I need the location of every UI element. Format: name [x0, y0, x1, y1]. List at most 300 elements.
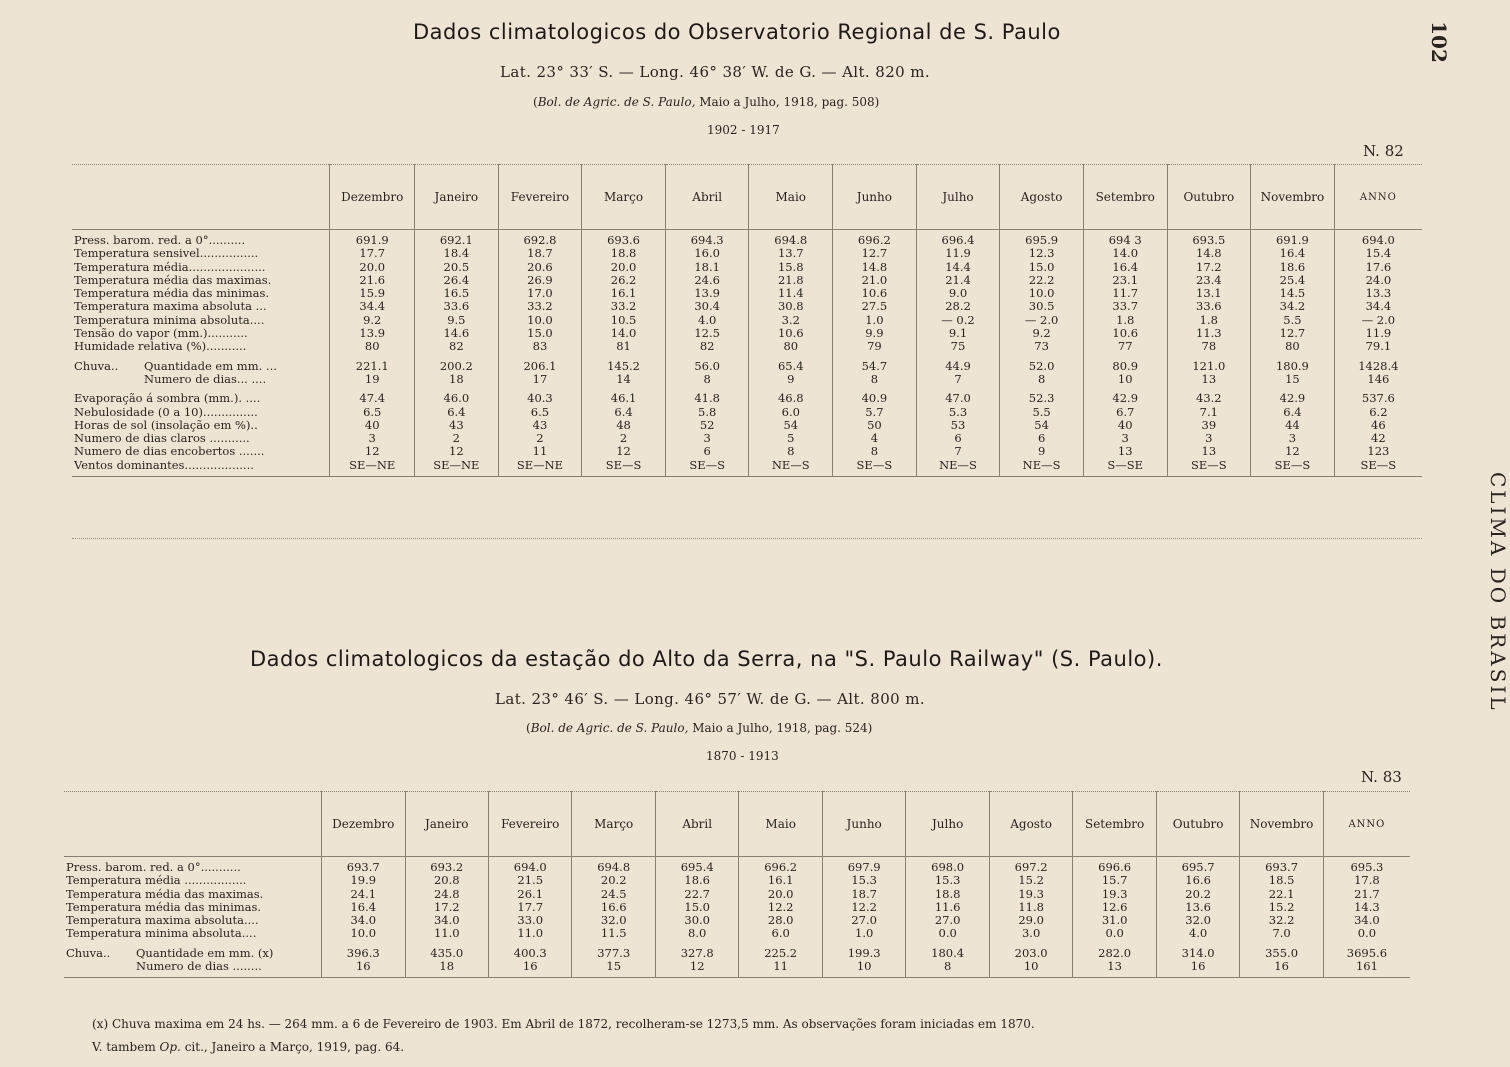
cell-anno: 3695.6 [1323, 947, 1410, 960]
row-label-text: Temperatura minima absoluta.... [66, 926, 257, 941]
table-row [64, 901, 1410, 914]
row-label [72, 261, 330, 274]
cell-novembro: SE—S [1251, 459, 1335, 477]
section-divider [72, 538, 1422, 539]
row-label-text: Temperatura média das maximas. [74, 272, 272, 287]
cell-novembro: 12.7 [1251, 327, 1335, 340]
cell-agosto: 9 [1000, 445, 1084, 458]
cell-dezembro: 691.9 [330, 234, 415, 247]
column-header: Setembro [1073, 792, 1156, 857]
cell-maio: 46.8 [749, 392, 833, 405]
cell-agosto: 695.9 [1000, 234, 1084, 247]
header-blank [64, 792, 322, 857]
row-label [72, 340, 330, 353]
cell-fevereiro: SE—NE [498, 459, 582, 477]
cell-junho: 15.3 [822, 874, 905, 887]
cell-abril: 6 [665, 445, 749, 458]
cell-novembro: 80 [1251, 340, 1335, 353]
cell-junho: 14.8 [833, 261, 917, 274]
table-row [64, 927, 1410, 940]
cell-dezembro: 34.0 [322, 914, 405, 927]
cell-setembro: 23.1 [1083, 274, 1167, 287]
column-header: Setembro [1083, 165, 1167, 230]
table1-title: Dados climatologicos do Observatorio Regional de S. Paulo [413, 20, 1061, 44]
cell-abril: 8 [665, 373, 749, 386]
cell-setembro: 77 [1083, 340, 1167, 353]
cell-anno: 161 [1323, 960, 1410, 978]
cell-novembro: 16 [1240, 960, 1323, 978]
cell-agosto: 52.3 [1000, 392, 1084, 405]
row-label [72, 406, 330, 419]
column-header: Julho [916, 165, 1000, 230]
row-label-text: Temperatura sensivel................ [74, 246, 259, 261]
cell-abril: 30.4 [665, 300, 749, 313]
row-label-text: Temperatura média das maximas. [66, 886, 264, 901]
cell-março: 12 [582, 445, 666, 458]
row-label-text: Temperatura média..................... [74, 259, 266, 274]
cell-março: 694.8 [572, 861, 655, 874]
cell-dezembro: 34.4 [330, 300, 415, 313]
row-label-text: Temperatura maxima absoluta.... [66, 913, 259, 928]
table1-period: 1902 - 1917 [707, 123, 780, 137]
cell-agosto: 54 [1000, 419, 1084, 432]
cell-outubro: 43.2 [1167, 392, 1251, 405]
cell-dezembro: 6.5 [330, 406, 415, 419]
row-label-text: Tensão do vapor (mm.)........... [74, 326, 248, 341]
cell-agosto: 10.0 [1000, 287, 1084, 300]
cell-julho: — 0.2 [916, 314, 1000, 327]
cell-maio: 5 [749, 432, 833, 445]
footnote-reference: V. tambem Op. cit., Janeiro a Março, 1919, pag. 64. [92, 1040, 405, 1054]
row-label [64, 861, 322, 874]
cell-abril: 18.1 [665, 261, 749, 274]
cell-novembro: 3 [1251, 432, 1335, 445]
cell-fevereiro: 2 [498, 432, 582, 445]
cell-setembro: 0.0 [1073, 927, 1156, 940]
cell-março: 32.0 [572, 914, 655, 927]
cell-anno: 694.0 [1334, 234, 1422, 247]
cell-março: 15 [572, 960, 655, 978]
cell-novembro: 12 [1251, 445, 1335, 458]
table-row [64, 947, 1410, 960]
row-label [64, 901, 322, 914]
row-label [72, 314, 330, 327]
cell-julho: NE—S [916, 459, 1000, 477]
column-header: Agosto [989, 792, 1072, 857]
cell-novembro: 15 [1251, 373, 1335, 386]
cell-dezembro: 15.9 [330, 287, 415, 300]
cell-novembro: 15.2 [1240, 901, 1323, 914]
cell-maio: 21.8 [749, 274, 833, 287]
cell-agosto: — 2.0 [1000, 314, 1084, 327]
cell-setembro: 42.9 [1083, 392, 1167, 405]
cell-agosto: 5.5 [1000, 406, 1084, 419]
cell-outubro: 4.0 [1156, 927, 1239, 940]
column-header: Junho [833, 165, 917, 230]
cell-dezembro: 3 [330, 432, 415, 445]
table-row [72, 327, 1422, 340]
cell-junho: SE—S [833, 459, 917, 477]
cell-abril: 18.6 [655, 874, 738, 887]
table2-period: 1870 - 1913 [706, 749, 779, 763]
cell-junho: 18.7 [822, 888, 905, 901]
cell-abril: 327.8 [655, 947, 738, 960]
cell-agosto: 10 [989, 960, 1072, 978]
cell-março: 20.2 [572, 874, 655, 887]
cell-janeiro: 435.0 [405, 947, 488, 960]
cell-outubro: 121.0 [1167, 360, 1251, 373]
cell-fevereiro: 16 [488, 960, 571, 978]
cell-agosto: 697.2 [989, 861, 1072, 874]
cell-dezembro: 24.1 [322, 888, 405, 901]
column-header: ANNO [1323, 792, 1410, 857]
cell-agosto: 6 [1000, 432, 1084, 445]
cell-março: 145.2 [582, 360, 666, 373]
cell-agosto: 29.0 [989, 914, 1072, 927]
cell-julho: 15.3 [906, 874, 989, 887]
cell-julho: 8 [906, 960, 989, 978]
cell-julho: 21.4 [916, 274, 1000, 287]
cell-fevereiro: 21.5 [488, 874, 571, 887]
cell-fevereiro: 43 [498, 419, 582, 432]
table-row [64, 960, 1410, 978]
cell-novembro: 691.9 [1251, 234, 1335, 247]
cell-novembro: 7.0 [1240, 927, 1323, 940]
cell-julho: 6 [916, 432, 1000, 445]
table-row [72, 261, 1422, 274]
row-label [72, 419, 330, 432]
table-row [64, 914, 1410, 927]
cell-outubro: 7.1 [1167, 406, 1251, 419]
cell-novembro: 32.2 [1240, 914, 1323, 927]
cell-fevereiro: 18.7 [498, 247, 582, 260]
cell-março: 18.8 [582, 247, 666, 260]
row-label-text: Temperatura média das minimas. [74, 286, 270, 301]
table1-location: Lat. 23° 33′ S. — Long. 46° 38′ W. de G. — Alt. 820 m. [500, 63, 931, 81]
table-row [72, 432, 1422, 445]
row-label-text: Temperatura maxima absoluta ... [74, 299, 267, 314]
cell-agosto: NE—S [1000, 459, 1084, 477]
cell-janeiro: 26.4 [415, 274, 499, 287]
table-row [72, 287, 1422, 300]
cell-janeiro: 18.4 [415, 247, 499, 260]
cell-março: 46.1 [582, 392, 666, 405]
cell-junho: 696.2 [833, 234, 917, 247]
cell-setembro: 694 3 [1083, 234, 1167, 247]
cell-setembro: 80.9 [1083, 360, 1167, 373]
cell-setembro: 10 [1083, 373, 1167, 386]
cell-agosto: 11.8 [989, 901, 1072, 914]
cell-maio: 12.2 [739, 901, 822, 914]
cell-abril: 12 [655, 960, 738, 978]
cell-julho: 5.3 [916, 406, 1000, 419]
cell-abril: 24.6 [665, 274, 749, 287]
cell-janeiro: 14.6 [415, 327, 499, 340]
row-label [64, 927, 322, 940]
cell-abril: 56.0 [665, 360, 749, 373]
cell-abril: SE—S [665, 459, 749, 477]
column-header: Julho [906, 792, 989, 857]
row-label [72, 300, 330, 313]
cell-novembro: 16.4 [1251, 247, 1335, 260]
cell-setembro: 11.7 [1083, 287, 1167, 300]
cell-setembro: 15.7 [1073, 874, 1156, 887]
cell-novembro: 14.5 [1251, 287, 1335, 300]
cell-fevereiro: 206.1 [498, 360, 582, 373]
cell-janeiro: 33.6 [415, 300, 499, 313]
cell-anno: 537.6 [1334, 392, 1422, 405]
cell-junho: 12.2 [822, 901, 905, 914]
cell-maio: 80 [749, 340, 833, 353]
cell-outubro: 314.0 [1156, 947, 1239, 960]
cell-setembro: 19.3 [1073, 888, 1156, 901]
cell-julho: 696.4 [916, 234, 1000, 247]
footnote-rain: (x) Chuva maxima em 24 hs. — 264 mm. a 6 de Fevereiro de 1903. Em Abril de 1872, recolheram-se 1273,5 mm. As observações foram iniciadas em 1870. [92, 1017, 1035, 1031]
cell-julho: 18.8 [906, 888, 989, 901]
cell-maio: 30.8 [749, 300, 833, 313]
cell-novembro: 25.4 [1251, 274, 1335, 287]
cell-maio: 15.8 [749, 261, 833, 274]
cell-julho: 698.0 [906, 861, 989, 874]
cell-anno: 14.3 [1323, 901, 1410, 914]
row-label-text: Press. barom. red. a 0°.......... [74, 233, 246, 247]
table1-number: N. 82 [1363, 142, 1404, 160]
cell-dezembro: 9.2 [330, 314, 415, 327]
cell-fevereiro: 26.9 [498, 274, 582, 287]
row-label [64, 874, 322, 887]
cell-janeiro: 200.2 [415, 360, 499, 373]
row-label-text: Ventos dominantes................... [74, 457, 254, 472]
column-header: Abril [655, 792, 738, 857]
chuva-label: Chuva.. [74, 358, 119, 373]
cell-novembro: 18.5 [1240, 874, 1323, 887]
cell-dezembro: 12 [330, 445, 415, 458]
cell-agosto: 12.3 [1000, 247, 1084, 260]
cell-dezembro: 16.4 [322, 901, 405, 914]
cell-novembro: 18.6 [1251, 261, 1335, 274]
row-label-text: Temperatura minima absoluta.... [74, 312, 265, 327]
cell-maio: NE—S [749, 459, 833, 477]
row-label-text: Evaporação á sombra (mm.). .... [74, 391, 261, 406]
cell-fevereiro: 17.7 [488, 901, 571, 914]
cell-outubro: 17.2 [1167, 261, 1251, 274]
header-blank [72, 165, 330, 230]
cell-março: 81 [582, 340, 666, 353]
cell-abril: 5.8 [665, 406, 749, 419]
cell-anno: 695.3 [1323, 861, 1410, 874]
row-label [72, 459, 330, 477]
cell-setembro: 12.6 [1073, 901, 1156, 914]
row-label [64, 947, 322, 960]
cell-março: 16.6 [572, 901, 655, 914]
cell-setembro: 31.0 [1073, 914, 1156, 927]
table-row [72, 234, 1422, 247]
cell-fevereiro: 694.0 [488, 861, 571, 874]
cell-anno: 42 [1334, 432, 1422, 445]
row-label-text: Press. barom. red. a 0°........... [66, 860, 241, 874]
table1 [72, 164, 1422, 477]
cell-anno: 24.0 [1334, 274, 1422, 287]
cell-fevereiro: 10.0 [498, 314, 582, 327]
cell-janeiro: 34.0 [405, 914, 488, 927]
cell-abril: 30.0 [655, 914, 738, 927]
table-row [72, 406, 1422, 419]
cell-novembro: 34.2 [1251, 300, 1335, 313]
cell-agosto: 52.0 [1000, 360, 1084, 373]
table-row [72, 373, 1422, 386]
cell-outubro: 33.6 [1167, 300, 1251, 313]
cell-março: 693.6 [582, 234, 666, 247]
cell-janeiro: 693.2 [405, 861, 488, 874]
cell-julho: 44.9 [916, 360, 1000, 373]
cell-outubro: 13.6 [1156, 901, 1239, 914]
table-row [72, 392, 1422, 405]
cell-maio: 6.0 [749, 406, 833, 419]
cell-julho: 53 [916, 419, 1000, 432]
cell-anno: 17.8 [1323, 874, 1410, 887]
cell-abril: 3 [665, 432, 749, 445]
cell-anno: 146 [1334, 373, 1422, 386]
cell-junho: 199.3 [822, 947, 905, 960]
row-label-text: Nebulosidade (0 a 10)............... [74, 404, 258, 419]
page-number: 102 [1427, 21, 1452, 63]
cell-junho: 8 [833, 373, 917, 386]
column-header: Março [582, 165, 666, 230]
cell-maio: 10.6 [749, 327, 833, 340]
cell-agosto: 3.0 [989, 927, 1072, 940]
cell-março: 33.2 [582, 300, 666, 313]
cell-maio: 11 [739, 960, 822, 978]
cell-janeiro: 11.0 [405, 927, 488, 940]
row-label-text: Temperatura média das minimas. [66, 899, 262, 914]
cell-janeiro: 2 [415, 432, 499, 445]
cell-junho: 54.7 [833, 360, 917, 373]
cell-janeiro: 20.5 [415, 261, 499, 274]
cell-setembro: 6.7 [1083, 406, 1167, 419]
row-label-text: Horas de sol (insolação em %).. [74, 417, 258, 432]
column-header: Junho [822, 792, 905, 857]
column-header: Fevereiro [498, 165, 582, 230]
table2-title: Dados climatologicos da estação do Alto da Serra, na "S. Paulo Railway" (S. Paulo). [250, 647, 1163, 671]
cell-novembro: 44 [1251, 419, 1335, 432]
column-header: Fevereiro [488, 792, 571, 857]
row-label-text: Numero de dias... .... [144, 371, 267, 386]
table-row [72, 247, 1422, 260]
cell-outubro: 693.5 [1167, 234, 1251, 247]
cell-novembro: 693.7 [1240, 861, 1323, 874]
column-header: Março [572, 792, 655, 857]
cell-outubro: 13.1 [1167, 287, 1251, 300]
chuva-label: Chuva.. [66, 945, 111, 960]
cell-março: 11.5 [572, 927, 655, 940]
row-label [72, 274, 330, 287]
cell-fevereiro: 26.1 [488, 888, 571, 901]
table2-source: (Bol. de Agric. de S. Paulo, Maio a Julho, 1918, pag. 524) [526, 721, 873, 735]
cell-novembro: 22.1 [1240, 888, 1323, 901]
cell-anno: 34.4 [1334, 300, 1422, 313]
cell-agosto: 22.2 [1000, 274, 1084, 287]
row-label-text: Quantidade em mm. ... [144, 358, 277, 373]
row-label-text: Humidade relativa (%)........... [74, 339, 247, 354]
cell-julho: 7 [916, 373, 1000, 386]
cell-dezembro: 17.7 [330, 247, 415, 260]
cell-maio: 16.1 [739, 874, 822, 887]
table-row [72, 360, 1422, 373]
cell-maio: 8 [749, 445, 833, 458]
cell-julho: 27.0 [906, 914, 989, 927]
cell-outubro: 23.4 [1167, 274, 1251, 287]
cell-setembro: 13 [1083, 445, 1167, 458]
cell-janeiro: 24.8 [405, 888, 488, 901]
cell-maio: 20.0 [739, 888, 822, 901]
table1-source: (Bol. de Agric. de S. Paulo, Maio a Julho, 1918, pag. 508) [533, 95, 880, 109]
row-label-text: Numero de dias ........ [136, 959, 262, 974]
cell-novembro: 5.5 [1251, 314, 1335, 327]
cell-julho: 11.9 [916, 247, 1000, 260]
cell-julho: 7 [916, 445, 1000, 458]
cell-fevereiro: 33.2 [498, 300, 582, 313]
cell-dezembro: 19.9 [322, 874, 405, 887]
side-title: CLIMA DO BRASIL [1486, 472, 1510, 713]
cell-março: 26.2 [582, 274, 666, 287]
cell-outubro: 16 [1156, 960, 1239, 978]
cell-anno: 17.6 [1334, 261, 1422, 274]
column-header: Outubro [1156, 792, 1239, 857]
cell-setembro: 33.7 [1083, 300, 1167, 313]
cell-anno: — 2.0 [1334, 314, 1422, 327]
cell-janeiro: 9.5 [415, 314, 499, 327]
cell-dezembro: 47.4 [330, 392, 415, 405]
column-header: Maio [749, 165, 833, 230]
cell-janeiro: 6.4 [415, 406, 499, 419]
cell-anno: 13.3 [1334, 287, 1422, 300]
cell-outubro: 16.6 [1156, 874, 1239, 887]
cell-outubro: 1.8 [1167, 314, 1251, 327]
row-label-text: Numero de dias claros ........... [74, 431, 250, 446]
cell-anno: 0.0 [1323, 927, 1410, 940]
cell-junho: 5.7 [833, 406, 917, 419]
cell-anno: 15.4 [1334, 247, 1422, 260]
column-header: Dezembro [330, 165, 415, 230]
cell-junho: 27.5 [833, 300, 917, 313]
cell-março: 14.0 [582, 327, 666, 340]
cell-fevereiro: 83 [498, 340, 582, 353]
cell-outubro: 695.7 [1156, 861, 1239, 874]
cell-anno: 46 [1334, 419, 1422, 432]
cell-julho: 75 [916, 340, 1000, 353]
column-header: Janeiro [405, 792, 488, 857]
cell-abril: 16.0 [665, 247, 749, 260]
cell-julho: 0.0 [906, 927, 989, 940]
row-label [72, 373, 330, 386]
cell-dezembro: 19 [330, 373, 415, 386]
cell-maio: 13.7 [749, 247, 833, 260]
table2-header-row [64, 792, 1410, 857]
column-header: Dezembro [322, 792, 405, 857]
row-label [64, 888, 322, 901]
cell-julho: 180.4 [906, 947, 989, 960]
cell-fevereiro: 11 [498, 445, 582, 458]
row-label-text: Numero de dias encobertos ....... [74, 444, 265, 459]
cell-junho: 27.0 [822, 914, 905, 927]
row-label [72, 392, 330, 405]
cell-junho: 4 [833, 432, 917, 445]
cell-maio: 9 [749, 373, 833, 386]
cell-agosto: 30.5 [1000, 300, 1084, 313]
cell-junho: 8 [833, 445, 917, 458]
cell-maio: 694.8 [749, 234, 833, 247]
table-row [72, 459, 1422, 477]
